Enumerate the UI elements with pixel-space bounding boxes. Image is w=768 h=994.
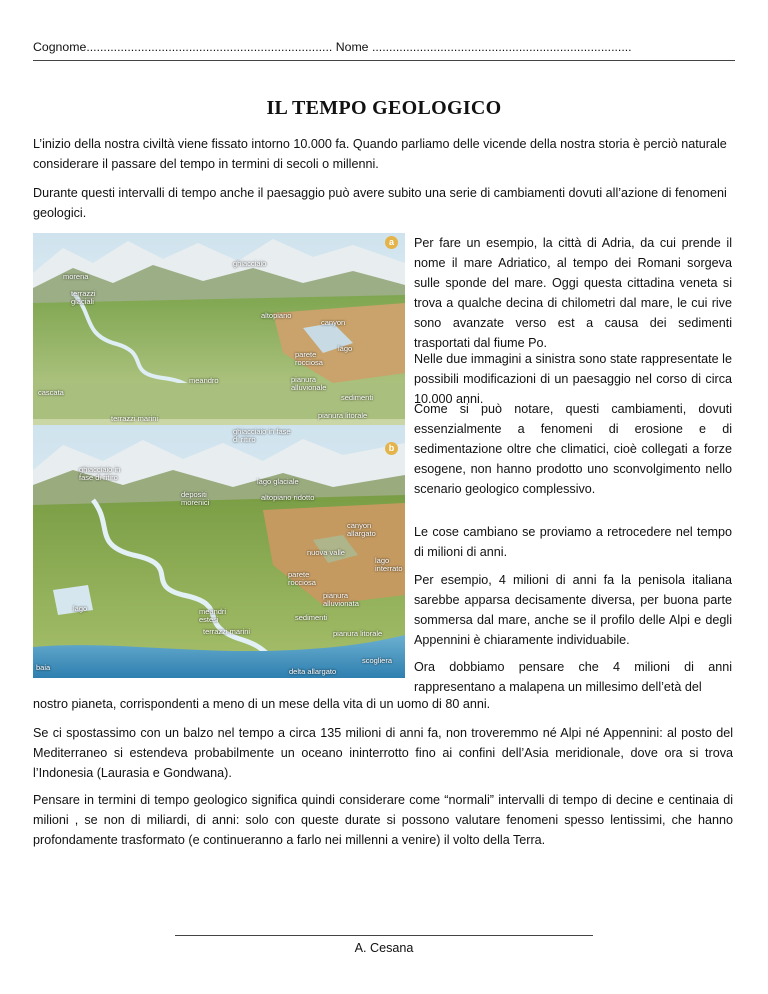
label-pianura-alluvionale: pianura alluvionale	[291, 375, 327, 392]
label-canyon-allargato: canyon allargato	[347, 521, 376, 538]
paragraph-age-fraction-part1: Ora dobbiamo pensare che 4 milioni di anni rappresentano a malapena un millesimo dell’età del	[414, 660, 732, 694]
landscape-illustration-b	[33, 425, 405, 678]
label-terrazzi-glaciali: terrazzi glaciali	[71, 289, 96, 306]
paragraph-age-fraction-part2: nostro pianeta, corrispondenti a meno di un mese della vita di un uomo di 80 anni.	[33, 697, 491, 711]
header-name-fields: Cognome........................................................................ Nome ............................................................................	[33, 40, 632, 54]
label-nuova-valle: nuova valle	[307, 548, 345, 557]
label-altopiano: altopiano	[261, 311, 292, 320]
label-delta-allargato: delta allargato	[289, 667, 337, 676]
label-terrazzi-marini: terrazzi marini	[111, 414, 159, 423]
label-lago-interrato: lago interrato	[375, 556, 403, 573]
label-sedimenti: sedimenti	[341, 393, 374, 402]
label-terrazzi-marini-b: terrazzi marini	[203, 627, 251, 636]
label-depositi-morenici: depositi morenici	[181, 490, 210, 507]
footer-rule	[175, 935, 593, 936]
landscape-a-drawing	[33, 233, 405, 409]
label-scogliera: scogliera	[362, 656, 393, 665]
label-morena: morena	[63, 272, 89, 281]
figure-a-badge: a	[385, 236, 398, 249]
label-cascata: cascata	[38, 388, 64, 397]
label-sedimenti-b: sedimenti	[295, 613, 328, 622]
label-baia: baia	[36, 663, 51, 672]
paragraph-geological-time: Pensare in termini di tempo geologico significa quindi considerare come “normali” intervalli di tempo di decine e centinaia di milioni , se non di miliardi, di anni: solo con queste durate si possono valutare fenomeni spesso lentissimi, che hanno profondamente trasformato (e continueranno a farlo nei millenni a venire) il volto della Terra.	[33, 793, 733, 847]
label-ghiacciaio-ritiro-2: ghiacciaio in fase di ritiro	[79, 465, 121, 482]
label-canyon: canyon	[321, 318, 346, 327]
paragraph-135-million: Se ci spostassimo con un balzo nel tempo a circa 135 milioni di anni fa, non troveremmo né Alpi né Appennini: al posto del Mediterraneo si estendeva probabilmente un oceano ininterrotto fino ai confini dell’Asia meridionale, dove ora si trova l’Indonesia (Laurasia e Gondwana).	[33, 726, 733, 780]
label-parete-rocciosa: parete rocciosa	[295, 350, 323, 367]
paragraph-millions-years: Le cose cambiano se proviamo a retrocedere nel tempo di milioni di anni.	[414, 525, 732, 559]
paragraph-images-description: Nelle due immagini a sinistra sono state rappresentate le possibili modificazioni di un paesaggio nel corso di circa 10.000 anni.	[414, 352, 732, 406]
landscape-b-drawing	[33, 425, 405, 678]
label-altopiano-ridotto: altopiano ridotto	[261, 493, 315, 502]
label-meandri-estesi: meandri estesi	[199, 607, 227, 624]
paragraph-adria-example: Per fare un esempio, la città di Adria, da cui prende il nome il mare Adriatico, al tempo dei Romani sorgeva sulle sponde del mare. Oggi questa cittadina veneta si trova a qualche decina di chilometri dal mare, le cui rive sono avanzate verso est a causa dei sedimenti trasportati dal fiume Po.	[414, 236, 732, 350]
landscape-illustration-a	[33, 233, 405, 409]
label-ghiacciaio-ritiro-1: ghiacciaio in fase di ritiro	[233, 427, 291, 444]
footer-author: A. Cesana	[354, 941, 414, 955]
label-lago: lago	[338, 344, 353, 353]
label-ghiacciaio: ghiacciaio	[233, 259, 267, 268]
label-meandro: meandro	[189, 376, 219, 385]
paragraph-erosion-sedimentation: Come si può notare, questi cambiamenti, dovuti essenzialmente a fenomeni di erosione e di sedimentazione oltre che climatici, cioè collegati a forze esogene, non hanno prodotto uno sconvolgimento nello scenario geologico complessivo.	[414, 402, 732, 496]
label-lago-glaciale: lago glaciale	[257, 477, 299, 486]
label-parete-rocciosa-b: parete rocciosa	[288, 570, 316, 587]
label-pianura-litorale-b: pianura litorale	[333, 629, 383, 638]
label-lago-b: lago	[73, 604, 88, 613]
landscape-illustration-a-bottom	[33, 409, 405, 425]
figure-b-badge: b	[385, 442, 398, 455]
page-title: IL TEMPO GEOLOGICO	[266, 97, 502, 119]
paragraph-italian-peninsula: Per esempio, 4 milioni di anni fa la penisola italiana sarebbe apparsa decisamente diversa, per buona parte sommersa dal mare, anche se il profilo delle Alpi e degli Appennini è chiaramente individuabile.	[414, 573, 732, 647]
header-rule	[33, 60, 735, 61]
label-pianura-alluvionata: pianura alluvionata	[323, 591, 359, 608]
paragraph-landscape-changes: Durante questi intervalli di tempo anche il paesaggio può avere subito una serie di cambiamenti dovuti all’azione di fenomeni geologici.	[33, 186, 727, 220]
paragraph-intro: L’inizio della nostra civiltà viene fissato intorno 10.000 fa. Quando parliamo delle vicende della nostra storia è perciò naturale considerare il passare del tempo in termini di secoli o millenni.	[33, 137, 727, 171]
label-pianura-litorale: pianura litorale	[318, 411, 368, 420]
